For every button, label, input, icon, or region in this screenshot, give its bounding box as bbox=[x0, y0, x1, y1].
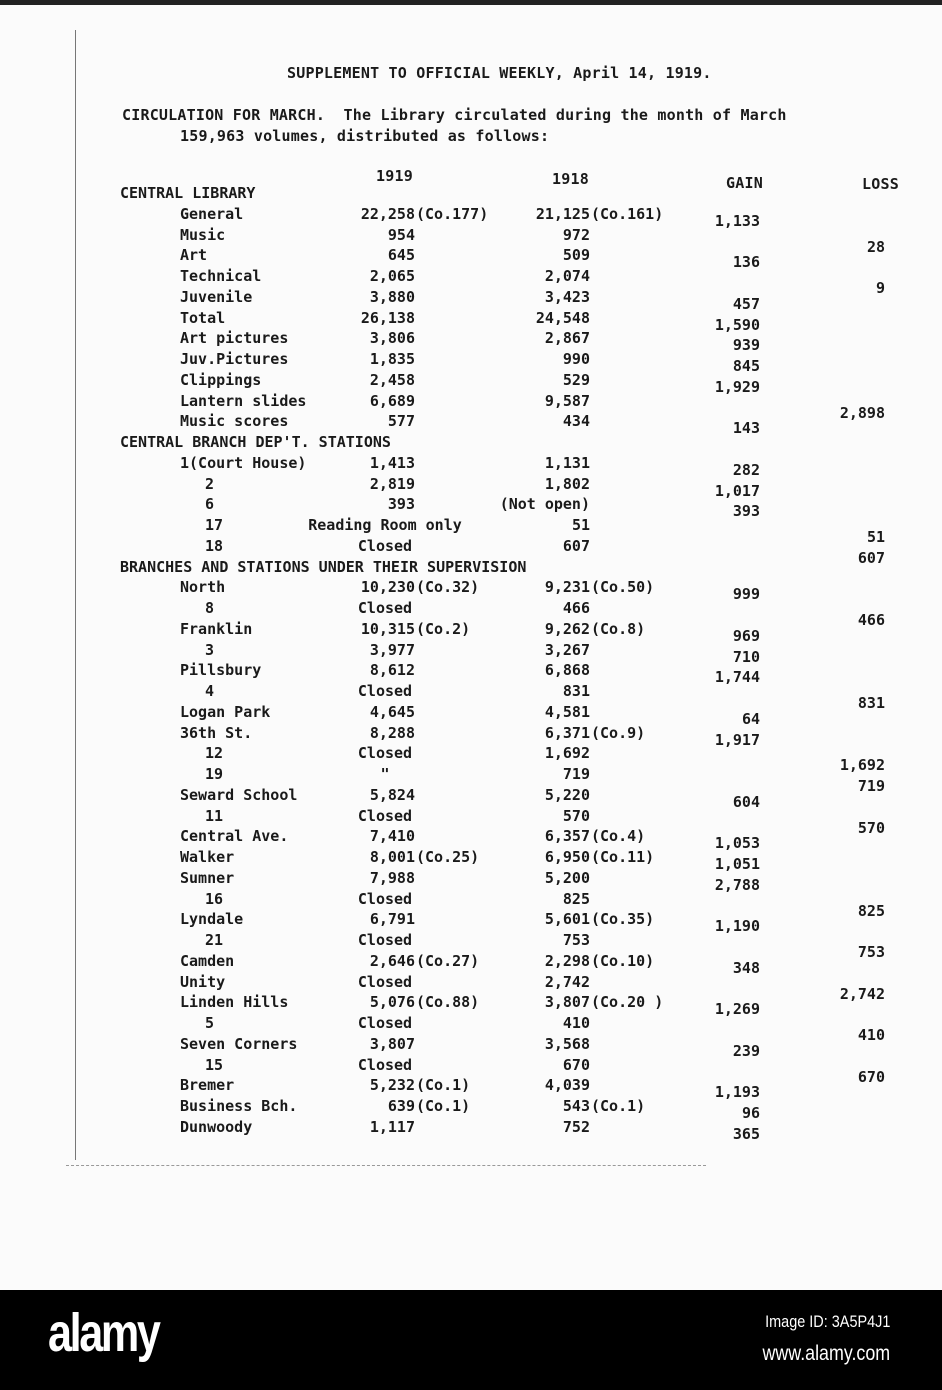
table-row bbox=[0, 785, 942, 811]
value-1918: (Not open) bbox=[499, 495, 590, 514]
row-label: Music scores bbox=[180, 412, 289, 431]
value-1918: 990 bbox=[562, 350, 590, 368]
loss-value: 670 bbox=[857, 1067, 885, 1086]
gain-value: 999 bbox=[732, 585, 760, 604]
count-1918: (Co.20 ) bbox=[591, 993, 664, 1012]
value-1918: 3,568 bbox=[544, 1034, 590, 1053]
row-label: Lantern slides bbox=[180, 391, 307, 410]
loss-value: 9 bbox=[875, 279, 885, 297]
loss-value: 825 bbox=[857, 901, 885, 920]
gain-value: 1,193 bbox=[714, 1083, 760, 1102]
gain-value: 64 bbox=[741, 709, 760, 728]
count-1918: (Co.9) bbox=[591, 723, 646, 742]
row-label: 11 bbox=[205, 806, 224, 825]
gain-value: 1,269 bbox=[714, 1000, 760, 1019]
intro-line-2: 159,963 volumes, distributed as follows: bbox=[180, 127, 550, 145]
gain-value: 1,744 bbox=[714, 668, 760, 687]
status-1919: Closed bbox=[357, 889, 413, 908]
value-1919: 8,288 bbox=[369, 723, 415, 742]
table-row bbox=[0, 827, 942, 853]
row-label: Logan Park bbox=[180, 702, 271, 721]
watermark-url: www.alamy.com bbox=[762, 1342, 890, 1365]
status-1919: Reading Room only bbox=[308, 516, 462, 534]
row-label: Franklin bbox=[180, 619, 253, 638]
value-1919: 639 bbox=[387, 1097, 415, 1115]
gain-value: 1,590 bbox=[714, 315, 760, 334]
value-1918: 972 bbox=[562, 225, 590, 244]
value-1918: 4,039 bbox=[544, 1076, 590, 1095]
row-label: Total bbox=[180, 308, 226, 327]
gain-value: 969 bbox=[732, 626, 760, 645]
value-1919: 6,689 bbox=[369, 391, 415, 410]
table-row bbox=[0, 287, 942, 313]
value-1919: 645 bbox=[387, 246, 415, 265]
value-1918: 1,802 bbox=[544, 474, 590, 493]
status-1919: " bbox=[380, 765, 390, 783]
count-1919: (Co.1) bbox=[416, 1097, 471, 1115]
table-row bbox=[0, 640, 942, 666]
gain-value: 282 bbox=[732, 460, 760, 479]
row-label: 2 bbox=[205, 474, 215, 493]
section-header: CENTRAL LIBRARY bbox=[120, 184, 256, 202]
row-label: 16 bbox=[205, 889, 224, 908]
value-1919: 6,791 bbox=[369, 910, 415, 929]
value-1919: 8,001 bbox=[369, 848, 415, 866]
table-row bbox=[0, 246, 942, 272]
table-row bbox=[0, 951, 942, 977]
value-1918: 2,867 bbox=[544, 329, 590, 348]
section-header: CENTRAL BRANCH DEP'T. STATIONS bbox=[120, 433, 391, 451]
watermark-footer bbox=[0, 1290, 942, 1390]
gain-value: 604 bbox=[732, 792, 760, 811]
gain-value: 2,788 bbox=[714, 875, 760, 894]
value-1918: 434 bbox=[562, 412, 590, 431]
value-1918: 5,220 bbox=[544, 785, 590, 804]
count-1918: (Co.10) bbox=[591, 951, 655, 970]
gain-value: 136 bbox=[732, 253, 760, 272]
table-row bbox=[0, 578, 942, 604]
value-1919: 2,458 bbox=[369, 370, 415, 389]
table-bottom-rule bbox=[66, 1165, 706, 1166]
value-1919: 26,138 bbox=[360, 308, 415, 327]
value-1918: 21,125 bbox=[535, 204, 590, 223]
section-header: BRANCHES AND STATIONS UNDER THEIR SUPERVISION bbox=[120, 557, 527, 576]
value-1919: 3,806 bbox=[369, 329, 415, 348]
loss-value: 570 bbox=[857, 818, 885, 837]
column-header-1919: 1919 bbox=[376, 167, 413, 185]
image-id: Image ID: 3A5P4J1 bbox=[764, 1312, 890, 1331]
status-1919: Closed bbox=[357, 1055, 413, 1074]
value-1918: 1,692 bbox=[544, 744, 590, 763]
row-label: North bbox=[180, 578, 226, 597]
value-1918: 6,868 bbox=[544, 661, 590, 680]
count-1918: (Co.35) bbox=[591, 910, 655, 929]
value-1918: 3,267 bbox=[544, 640, 590, 659]
value-1919: 2,065 bbox=[369, 267, 415, 285]
table-row bbox=[0, 308, 942, 334]
value-1919: 2,819 bbox=[369, 474, 415, 493]
gain-value: 348 bbox=[732, 958, 760, 977]
value-1918: 752 bbox=[562, 1117, 590, 1136]
value-1918: 509 bbox=[562, 246, 590, 265]
status-1919: Closed bbox=[357, 536, 413, 555]
value-1919: 2,646 bbox=[369, 951, 415, 970]
row-label: 8 bbox=[205, 599, 215, 617]
value-1918: 831 bbox=[562, 682, 590, 700]
value-1918: 2,742 bbox=[544, 972, 590, 991]
value-1919: 10,315 bbox=[360, 619, 415, 638]
count-1918: (Co.50) bbox=[591, 578, 655, 597]
gain-value: 96 bbox=[741, 1104, 760, 1122]
table-row bbox=[0, 329, 942, 355]
loss-value: 466 bbox=[857, 611, 885, 629]
value-1919: 4,645 bbox=[369, 702, 415, 721]
value-1919: 7,988 bbox=[369, 868, 415, 887]
row-label: Music bbox=[180, 225, 226, 244]
status-1919: Closed bbox=[357, 599, 413, 617]
count-1919: (Co.88) bbox=[416, 993, 480, 1012]
row-label: Bremer bbox=[180, 1076, 235, 1095]
circulation-table bbox=[0, 184, 942, 1143]
value-1918: 51 bbox=[571, 516, 590, 534]
table-row bbox=[0, 702, 942, 728]
value-1919: 1,117 bbox=[369, 1117, 415, 1136]
table-row bbox=[0, 993, 942, 1019]
value-1918: 719 bbox=[562, 765, 590, 783]
row-label: Art pictures bbox=[180, 329, 289, 348]
row-label: Linden Hills bbox=[180, 993, 289, 1012]
table-row bbox=[0, 495, 942, 521]
gain-value: 710 bbox=[732, 647, 760, 666]
value-1918: 24,548 bbox=[535, 308, 590, 327]
value-1919: 393 bbox=[387, 495, 415, 514]
value-1918: 9,262 bbox=[544, 619, 590, 638]
row-label: 15 bbox=[205, 1055, 224, 1074]
loss-value: 28 bbox=[866, 237, 885, 256]
status-1919: Closed bbox=[357, 1014, 413, 1032]
count-1919: (Co.25) bbox=[416, 848, 480, 866]
table-row bbox=[0, 1097, 942, 1122]
row-label: 6 bbox=[205, 495, 215, 514]
table-row bbox=[0, 661, 942, 687]
value-1919: 3,977 bbox=[369, 640, 415, 659]
row-label: Unity bbox=[180, 972, 226, 991]
value-1918: 825 bbox=[562, 889, 590, 908]
value-1919: 3,807 bbox=[369, 1034, 415, 1053]
row-label: 17 bbox=[205, 516, 224, 534]
row-label: Juv.Pictures bbox=[180, 350, 289, 368]
count-1918: (Co.11) bbox=[591, 848, 655, 866]
status-1919: Closed bbox=[357, 744, 413, 763]
gain-value: 845 bbox=[732, 357, 760, 375]
table-row bbox=[0, 723, 942, 749]
gain-value: 1,917 bbox=[714, 730, 760, 749]
column-header-gain: GAIN bbox=[726, 174, 763, 192]
row-label: 18 bbox=[205, 536, 224, 555]
value-1918: 753 bbox=[562, 931, 590, 949]
value-1919: 1,413 bbox=[369, 453, 415, 472]
count-1918: (Co.1) bbox=[591, 1097, 646, 1115]
row-label: 1(Court House) bbox=[180, 453, 307, 472]
value-1918: 9,587 bbox=[544, 391, 590, 410]
value-1918: 607 bbox=[562, 536, 590, 555]
loss-value: 831 bbox=[857, 694, 885, 712]
value-1919: 1,835 bbox=[369, 350, 415, 368]
gain-value: 1,053 bbox=[714, 834, 760, 853]
table-row bbox=[0, 848, 942, 873]
section-header-row bbox=[0, 433, 942, 454]
scan-edge bbox=[0, 0, 942, 5]
value-1918: 5,601 bbox=[544, 910, 590, 929]
table-row bbox=[0, 868, 942, 894]
gain-value: 1,133 bbox=[714, 211, 760, 230]
status-1919: Closed bbox=[357, 931, 413, 949]
value-1919: 8,612 bbox=[369, 661, 415, 680]
loss-value: 2,742 bbox=[839, 984, 885, 1003]
row-label: 3 bbox=[205, 640, 215, 659]
row-label: Dunwoody bbox=[180, 1117, 253, 1136]
count-1919: (Co.32) bbox=[416, 578, 480, 597]
value-1919: 577 bbox=[387, 412, 415, 431]
status-1919: Closed bbox=[357, 682, 413, 700]
count-1918: (Co.4) bbox=[591, 827, 646, 846]
value-1919: 22,258 bbox=[360, 204, 415, 223]
row-label: 12 bbox=[205, 744, 224, 763]
value-1918: 6,950 bbox=[544, 848, 590, 866]
value-1918: 570 bbox=[562, 806, 590, 825]
value-1918: 5,200 bbox=[544, 868, 590, 887]
value-1919: 954 bbox=[387, 225, 415, 244]
row-label: Technical bbox=[180, 267, 262, 285]
gain-value: 1,051 bbox=[714, 855, 760, 873]
document-title: SUPPLEMENT TO OFFICIAL WEEKLY, April 14, 1919. bbox=[287, 64, 712, 82]
value-1919: 7,410 bbox=[369, 827, 415, 846]
count-1919: (Co.177) bbox=[416, 204, 489, 223]
row-label: 19 bbox=[205, 765, 224, 783]
row-label: Clippings bbox=[180, 370, 262, 389]
value-1918: 6,357 bbox=[544, 827, 590, 846]
value-1918: 529 bbox=[562, 370, 590, 389]
loss-value: 719 bbox=[857, 777, 885, 795]
value-1918: 670 bbox=[562, 1055, 590, 1074]
count-1918: (Co.161) bbox=[591, 204, 664, 223]
intro-line-1: CIRCULATION FOR MARCH. The Library circulated during the month of March bbox=[122, 106, 787, 124]
gain-value: 1,190 bbox=[714, 917, 760, 936]
status-1919: Closed bbox=[357, 972, 413, 991]
gain-value: 143 bbox=[732, 419, 760, 438]
count-1919: (Co.2) bbox=[416, 619, 471, 638]
table-row bbox=[0, 370, 942, 396]
value-1918: 3,423 bbox=[544, 287, 590, 306]
row-label: Juvenile bbox=[180, 287, 253, 306]
gain-value: 939 bbox=[732, 336, 760, 355]
column-header-1918: 1918 bbox=[552, 170, 589, 188]
row-label: Central Ave. bbox=[180, 827, 289, 846]
row-label: Sumner bbox=[180, 868, 235, 887]
table-row bbox=[0, 453, 942, 479]
value-1918: 543 bbox=[562, 1097, 590, 1115]
gain-value: 239 bbox=[732, 1041, 760, 1060]
value-1918: 4,581 bbox=[544, 702, 590, 721]
row-label: 5 bbox=[205, 1014, 215, 1032]
gain-value: 393 bbox=[732, 502, 760, 521]
value-1919: 5,232 bbox=[369, 1076, 415, 1095]
section-header-row bbox=[0, 558, 942, 579]
row-label: 21 bbox=[205, 931, 224, 949]
row-label: Seven Corners bbox=[180, 1034, 298, 1053]
row-label: General bbox=[180, 204, 244, 223]
value-1919: 5,076 bbox=[369, 993, 415, 1012]
table-row bbox=[0, 910, 942, 936]
value-1918: 2,298 bbox=[544, 951, 590, 970]
alamy-logo: alamy bbox=[48, 1303, 159, 1363]
table-row bbox=[0, 474, 942, 500]
value-1918: 1,131 bbox=[544, 453, 590, 472]
value-1918: 9,231 bbox=[544, 578, 590, 597]
loss-value: 1,692 bbox=[839, 756, 885, 775]
row-label: Walker bbox=[180, 848, 235, 866]
value-1919: 3,880 bbox=[369, 287, 415, 306]
gain-value: 1,017 bbox=[714, 481, 760, 500]
value-1918: 466 bbox=[562, 599, 590, 617]
gain-value: 457 bbox=[732, 294, 760, 313]
value-1919: 5,824 bbox=[369, 785, 415, 804]
row-label: Lyndale bbox=[180, 910, 244, 929]
row-label: 36th St. bbox=[180, 723, 253, 742]
table-row bbox=[0, 204, 942, 230]
table-row bbox=[0, 350, 942, 375]
value-1918: 6,371 bbox=[544, 723, 590, 742]
column-header-loss: LOSS bbox=[862, 175, 899, 193]
count-1919: (Co.27) bbox=[416, 951, 480, 970]
status-1919: Closed bbox=[357, 806, 413, 825]
table-row bbox=[0, 1076, 942, 1102]
row-label: Camden bbox=[180, 951, 235, 970]
row-label: Seward School bbox=[180, 785, 298, 804]
table-row bbox=[0, 619, 942, 645]
value-1918: 2,074 bbox=[544, 267, 590, 285]
count-1918: (Co.8) bbox=[591, 619, 646, 638]
loss-value: 410 bbox=[857, 1026, 885, 1044]
row-label: Art bbox=[180, 246, 208, 265]
row-label: Pillsbury bbox=[180, 661, 262, 680]
loss-value: 51 bbox=[866, 528, 885, 546]
table-row bbox=[0, 1117, 942, 1143]
loss-value: 753 bbox=[857, 943, 885, 961]
value-1918: 3,807 bbox=[544, 993, 590, 1012]
table-row bbox=[0, 1034, 942, 1060]
gain-value: 1,929 bbox=[714, 377, 760, 396]
gain-value: 365 bbox=[732, 1124, 760, 1143]
value-1918: 410 bbox=[562, 1014, 590, 1032]
value-1919: 10,230 bbox=[360, 578, 415, 597]
row-label: 4 bbox=[205, 682, 215, 700]
loss-value: 607 bbox=[857, 548, 885, 567]
table-row bbox=[0, 412, 942, 438]
section-header-row bbox=[0, 184, 942, 205]
loss-value: 2,898 bbox=[839, 403, 885, 422]
row-label: Business Bch. bbox=[180, 1097, 298, 1115]
count-1919: (Co.1) bbox=[416, 1076, 471, 1095]
